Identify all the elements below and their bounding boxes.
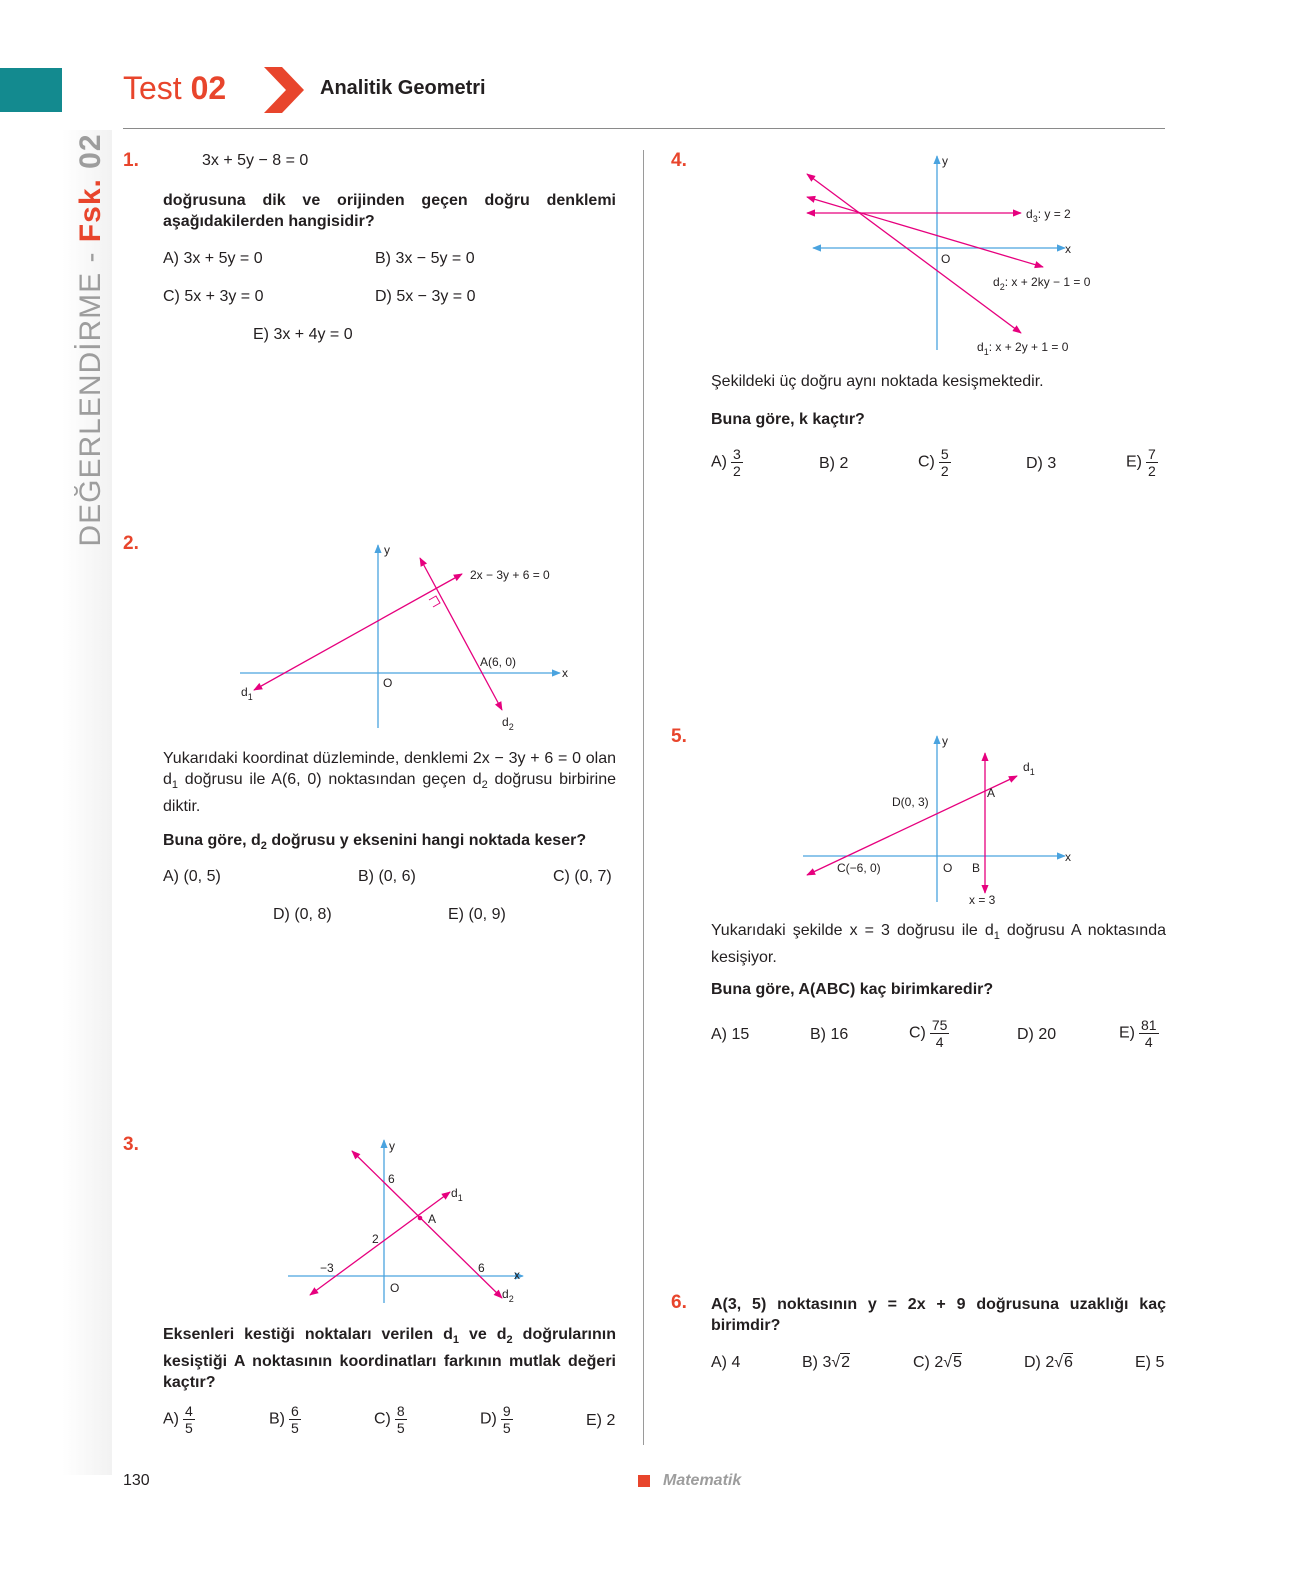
q3-option-b[interactable]: B) $\frac{6}{5}$ [269, 1403, 299, 1436]
q2-number: 2. [123, 533, 139, 554]
q4-text: Şekildeki üç doğru aynı noktada kesişmektedir. [711, 373, 1044, 390]
q4-figure [795, 150, 1125, 365]
chevron-right-icon [264, 67, 304, 113]
line-x-3-label: x = 3 [969, 893, 996, 907]
q2-text: Yukarıdaki koordinat düzleminde, denklemi 2x − 3y + 6 = 0 olan $d_1$ doğrusu ile A(6, 0) noktasından geçen $d_2$ doğrusu birbirine diktir. [163, 750, 617, 816]
d2-label: $d_2$ [502, 715, 514, 732]
d1-label: $d_1$ [451, 1186, 463, 1203]
q3-option-d[interactable]: D) $\frac{9}{5}$ [480, 1403, 511, 1436]
q4-option-d[interactable]: D) 3 [1026, 455, 1057, 472]
d1-label: $d_1$ [241, 685, 253, 702]
tick-x-minus-3: −3 [320, 1261, 334, 1275]
q1-text: doğrusuna dik ve orijinden geçen doğru denklemi aşağıdakilerden hangisidir? [163, 192, 616, 230]
q3-option-e[interactable]: E) 2 [586, 1412, 616, 1429]
q6-option-a[interactable]: A) 4 [711, 1354, 741, 1371]
q6-number: 6. [671, 1292, 687, 1313]
q2-figure [230, 538, 580, 738]
q2-option-b[interactable]: B) (0, 6) [358, 868, 416, 885]
q6-option-e[interactable]: E) 5 [1135, 1354, 1165, 1371]
right-angle-mark [429, 596, 440, 607]
q5-option-d[interactable]: D) 20 [1017, 1026, 1057, 1043]
q6-option-c[interactable]: C) 2√5 [913, 1354, 962, 1371]
q1-option-c[interactable]: C) 5x + 3y = 0 [163, 288, 264, 305]
header-divider [123, 128, 1165, 129]
q5-option-c[interactable]: C) $\frac{75}{4}$ [909, 1017, 948, 1050]
q5-option-a[interactable]: A) 15 [711, 1026, 750, 1043]
q5-question: Buna göre, A(ABC) kaç birimkaredir? [711, 981, 994, 998]
q6-option-b[interactable]: B) 3√2 [802, 1354, 851, 1371]
d1-label: $d_1$ [1023, 760, 1035, 777]
origin-label: O [941, 252, 951, 266]
tick-x-6: 6 [478, 1261, 485, 1275]
point-c-label: C(−6, 0) [837, 861, 881, 875]
d2-label: $d_2$: x + 2ky − 1 = 0 [993, 275, 1091, 292]
footer-subject: Matematik [663, 1472, 742, 1489]
y-axis-label: y [384, 543, 390, 557]
q1-option-d[interactable]: D) 5x − 3y = 0 [375, 288, 476, 305]
q4-option-c[interactable]: C) $\frac{5}{2}$ [918, 446, 949, 479]
d1-label: $d_1$: x + 2y + 1 = 0 [977, 340, 1069, 357]
q4-number: 4. [671, 150, 687, 171]
subject-title: Analitik Geometri [320, 77, 486, 99]
line-d1 [310, 1192, 450, 1295]
q2-option-e[interactable]: E) (0, 9) [448, 906, 506, 923]
q5-number: 5. [671, 726, 687, 747]
q3-number: 3. [123, 1134, 139, 1155]
origin-label: O [383, 676, 393, 690]
q1-number: 1. [123, 150, 139, 171]
q2-question: Buna göre, $d_2$ doğrusu y eksenini hangi noktada keser? [163, 832, 587, 853]
x-axis-label: x [1065, 850, 1071, 864]
section-tab [0, 68, 62, 112]
q5-figure [795, 730, 1085, 910]
x-axis-label: x [1065, 242, 1071, 256]
q2-option-c[interactable]: C) (0, 7) [553, 868, 612, 885]
q5-option-b[interactable]: B) 16 [810, 1026, 849, 1043]
q5-text: Yukarıdaki şekilde x = 3 doğrusu ile $d_1$ doğrusu A noktasında kesişiyor. [711, 922, 1166, 967]
q3-text: Eksenleri kestiği noktaları verilen $d_1$ ve $d_2$ doğrularının kesiştiği A noktasının koordinatları farkının mutlak değeri kaçtır? [163, 1326, 616, 1392]
line-d1 [807, 174, 1021, 333]
x-axis-label: x [562, 666, 568, 680]
q6-option-d[interactable]: D) 2√6 [1024, 1354, 1073, 1371]
page-number: 130 [123, 1472, 150, 1489]
tick-y-6: 6 [388, 1172, 395, 1186]
square-icon [638, 1475, 650, 1487]
q6-text: A(3, 5) noktasının y = 2x + 9 doğrusuna uzaklığı kaç birimdir? [711, 1296, 1166, 1334]
q3-option-c[interactable]: C) $\frac{8}{5}$ [374, 1403, 405, 1436]
tick-y-2: 2 [372, 1232, 379, 1246]
test-title: Test 02 [123, 70, 227, 106]
q1-option-a[interactable]: A) 3x + 5y = 0 [163, 250, 263, 267]
y-axis-label: y [389, 1139, 395, 1153]
origin-label: O [390, 1281, 400, 1295]
y-axis-label: y [942, 734, 948, 748]
q1-option-e[interactable]: E) 3x + 4y = 0 [253, 326, 353, 343]
q1-equation: 3x + 5y − 8 = 0 [202, 152, 309, 169]
origin-label: O [943, 861, 953, 875]
q3-option-a[interactable]: A) $\frac{4}{5}$ [163, 1403, 193, 1436]
point-a-label: A [987, 786, 996, 800]
q4-question: Buna göre, k kaçtır? [711, 411, 865, 428]
line-d2 [807, 197, 1043, 267]
x-axis-label: x [514, 1268, 520, 1282]
point-a-label: A(6, 0) [480, 655, 517, 669]
q2-option-d[interactable]: D) (0, 8) [273, 906, 332, 923]
q1-option-b[interactable]: B) 3x − 5y = 0 [375, 250, 475, 267]
point-b-label: B [972, 861, 981, 875]
q4-option-b[interactable]: B) 2 [819, 455, 849, 472]
column-divider [643, 150, 644, 1445]
d2-label: $d_2$ [502, 1287, 514, 1304]
q3-figure [280, 1135, 540, 1310]
y-axis-label: y [942, 154, 948, 168]
point-a-label: A [428, 1212, 437, 1226]
q2-option-a[interactable]: A) (0, 5) [163, 868, 221, 885]
d3-label: $d_3$: y = 2 [1026, 207, 1071, 224]
side-label: DEĞERLENDİRME - Fsk. 02 [74, 133, 107, 547]
point-a [418, 1216, 423, 1221]
point-d-label: D(0, 3) [892, 795, 929, 809]
d1-equation-label: 2x − 3y + 6 = 0 [470, 568, 550, 582]
q4-option-a[interactable]: A) $\frac{3}{2}$ [711, 446, 741, 479]
q5-option-e[interactable]: E) $\frac{81}{4}$ [1119, 1017, 1157, 1050]
q4-option-e[interactable]: E) $\frac{7}{2}$ [1126, 446, 1156, 479]
